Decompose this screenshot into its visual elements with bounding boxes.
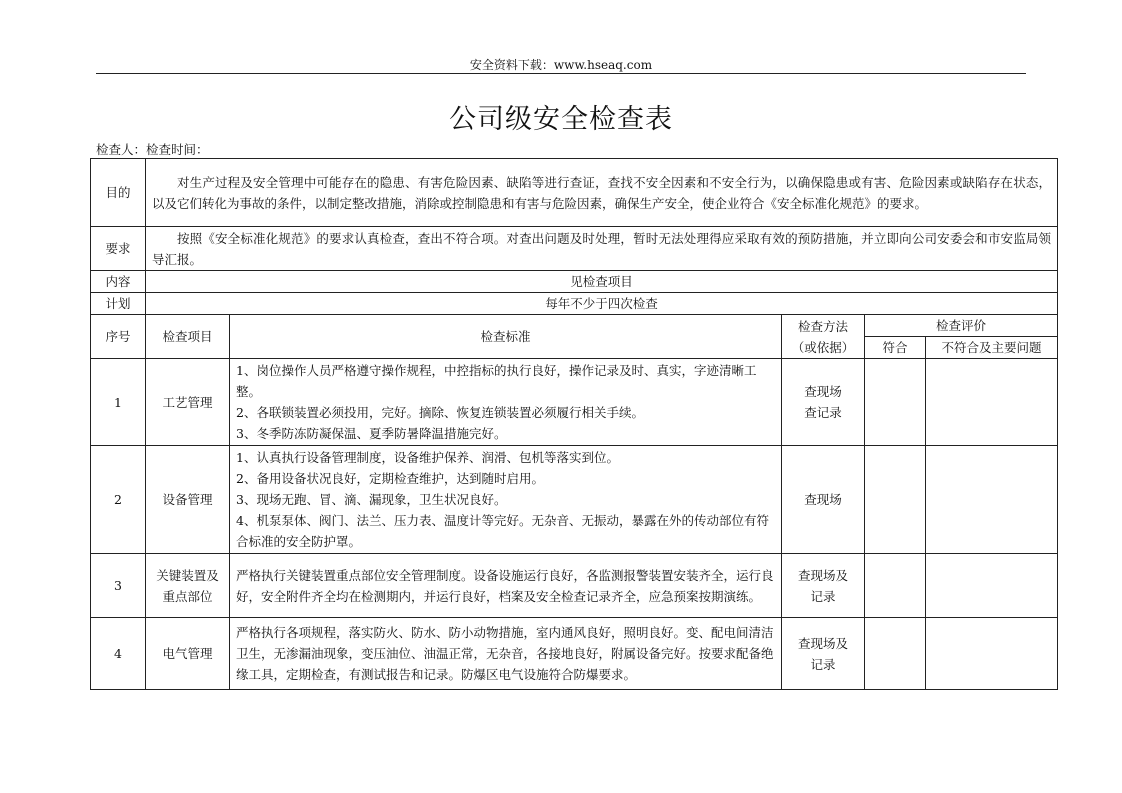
requirement-row bbox=[91, 227, 1058, 271]
header-conform: 符合 bbox=[865, 337, 926, 359]
content-text: 见检查项目 bbox=[146, 271, 1058, 293]
header-evaluation: 检查评价 bbox=[865, 315, 1058, 337]
row-item: 关键装置及重点部位 bbox=[146, 554, 230, 618]
row-conform-cell[interactable] bbox=[865, 359, 926, 446]
header-method-line1: 检查方法 bbox=[797, 318, 848, 334]
row-seq: 1 bbox=[91, 359, 146, 446]
plan-label: 计划 bbox=[91, 293, 146, 315]
requirement-text: 按照《安全标准化规范》的要求认真检查，查出不符合项。对查出问题及时处理，暂时无法处理得应采取有效的预防措施，并立即向公司安委会和市安监局领导汇报。 bbox=[146, 227, 1058, 271]
row-conform-cell[interactable] bbox=[865, 554, 926, 618]
purpose-text: 对生产过程及安全管理中可能存在的隐患、有害危险因素、缺陷等进行查证，查找不安全因素和不安全行为，以确保隐患或有害、危险因素或缺陷存在状态，以及它们转化为事故的条件，以制定整改措施，消除或控制隐患和有害与危险因素，确保生产安全，使企业符合《安全标准化规范》的要求。 bbox=[146, 159, 1058, 227]
method-line: 记录 bbox=[810, 588, 836, 604]
method-line: 查现场 bbox=[804, 492, 842, 507]
table-row bbox=[91, 359, 1058, 446]
column-header-row bbox=[91, 315, 1058, 337]
method-line: 查现场 bbox=[804, 384, 842, 399]
row-nonconform-cell[interactable] bbox=[926, 446, 1058, 554]
row-nonconform-cell[interactable] bbox=[926, 618, 1058, 690]
row-seq: 4 bbox=[91, 618, 146, 690]
method-line: 记录 bbox=[810, 656, 836, 672]
row-standard bbox=[230, 446, 782, 554]
header-item: 检查项目 bbox=[146, 315, 230, 359]
plan-text: 每年不少于四次检查 bbox=[146, 293, 1058, 315]
purpose-label: 目的 bbox=[91, 159, 146, 227]
standard-line: 1、岗位操作人员严格遵守操作规程，中控指标的执行良好，操作记录及时、真实，字迹清晰工整。 bbox=[236, 363, 757, 399]
row-method bbox=[782, 618, 865, 690]
row-method bbox=[782, 359, 865, 446]
standard-line: 严格执行关键装置重点部位安全管理制度。设备设施运行良好，各监测报警装置安装齐全，运行良好，安全附件齐全均在检测期内，并运行良好，档案及安全检查记录齐全，应急预案按期演练。 bbox=[236, 567, 774, 604]
table-row bbox=[91, 554, 1058, 618]
content-row bbox=[91, 271, 1058, 293]
row-item: 设备管理 bbox=[146, 446, 230, 554]
row-standard bbox=[230, 618, 782, 690]
row-conform-cell[interactable] bbox=[865, 446, 926, 554]
table-row bbox=[91, 618, 1058, 690]
row-standard bbox=[230, 359, 782, 446]
purpose-row bbox=[91, 159, 1058, 227]
row-item: 工艺管理 bbox=[146, 359, 230, 446]
row-seq: 3 bbox=[91, 554, 146, 618]
table-row bbox=[91, 446, 1058, 554]
row-conform-cell[interactable] bbox=[865, 618, 926, 690]
header-method-line2: （或依据） bbox=[791, 339, 855, 355]
inspector-line: 检查人：检查时间： bbox=[96, 142, 209, 157]
standard-line: 2、备用设备状况良好，定期检查维护，达到随时启用。 bbox=[236, 471, 544, 486]
method-line: 查现场及 bbox=[797, 567, 848, 583]
row-nonconform-cell[interactable] bbox=[926, 554, 1058, 618]
content-label: 内容 bbox=[91, 271, 146, 293]
inspection-table bbox=[90, 158, 1058, 690]
site-header: 安全资料下载：www.hseaq.com bbox=[469, 58, 653, 72]
row-method bbox=[782, 446, 865, 554]
header-standard: 检查标准 bbox=[230, 315, 782, 359]
row-seq: 2 bbox=[91, 446, 146, 554]
standard-line: 4、机泵泵体、阀门、法兰、压力表、温度计等完好。无杂音、无振动，暴露在外的传动部位有符合标准的安全防护罩。 bbox=[236, 513, 769, 549]
row-nonconform-cell[interactable] bbox=[926, 359, 1058, 446]
row-method bbox=[782, 554, 865, 618]
header-divider bbox=[96, 73, 1026, 74]
requirement-label: 要求 bbox=[91, 227, 146, 271]
method-line: 查记录 bbox=[804, 405, 842, 420]
header-nonconform: 不符合及主要问题 bbox=[926, 337, 1058, 359]
header-seq: 序号 bbox=[91, 315, 146, 359]
header-method bbox=[782, 315, 865, 359]
row-standard bbox=[230, 554, 782, 618]
plan-row bbox=[91, 293, 1058, 315]
row-item: 电气管理 bbox=[146, 618, 230, 690]
method-line: 查现场及 bbox=[797, 635, 848, 651]
standard-line: 3、冬季防冻防凝保温、夏季防暑降温措施完好。 bbox=[236, 426, 507, 441]
standard-line: 2、各联锁装置必须投用，完好。摘除、恢复连锁装置必须履行相关手续。 bbox=[236, 405, 644, 420]
page-title: 公司级安全检查表 bbox=[449, 104, 673, 135]
standard-line: 严格执行各项规程，落实防火、防水、防小动物措施，室内通风良好，照明良好。变、配电间清洁卫生，无渗漏油现象，变压油位、油温正常，无杂音，各接地良好，附属设备完好。按要求配备绝缘工具，定期检查，有测试报告和记录。防爆区电气设施符合防爆要求。 bbox=[236, 625, 774, 682]
standard-line: 1、认真执行设备管理制度，设备维护保养、润滑、包机等落实到位。 bbox=[236, 450, 619, 465]
standard-line: 3、现场无跑、冒、滴、漏现象，卫生状况良好。 bbox=[236, 492, 507, 507]
